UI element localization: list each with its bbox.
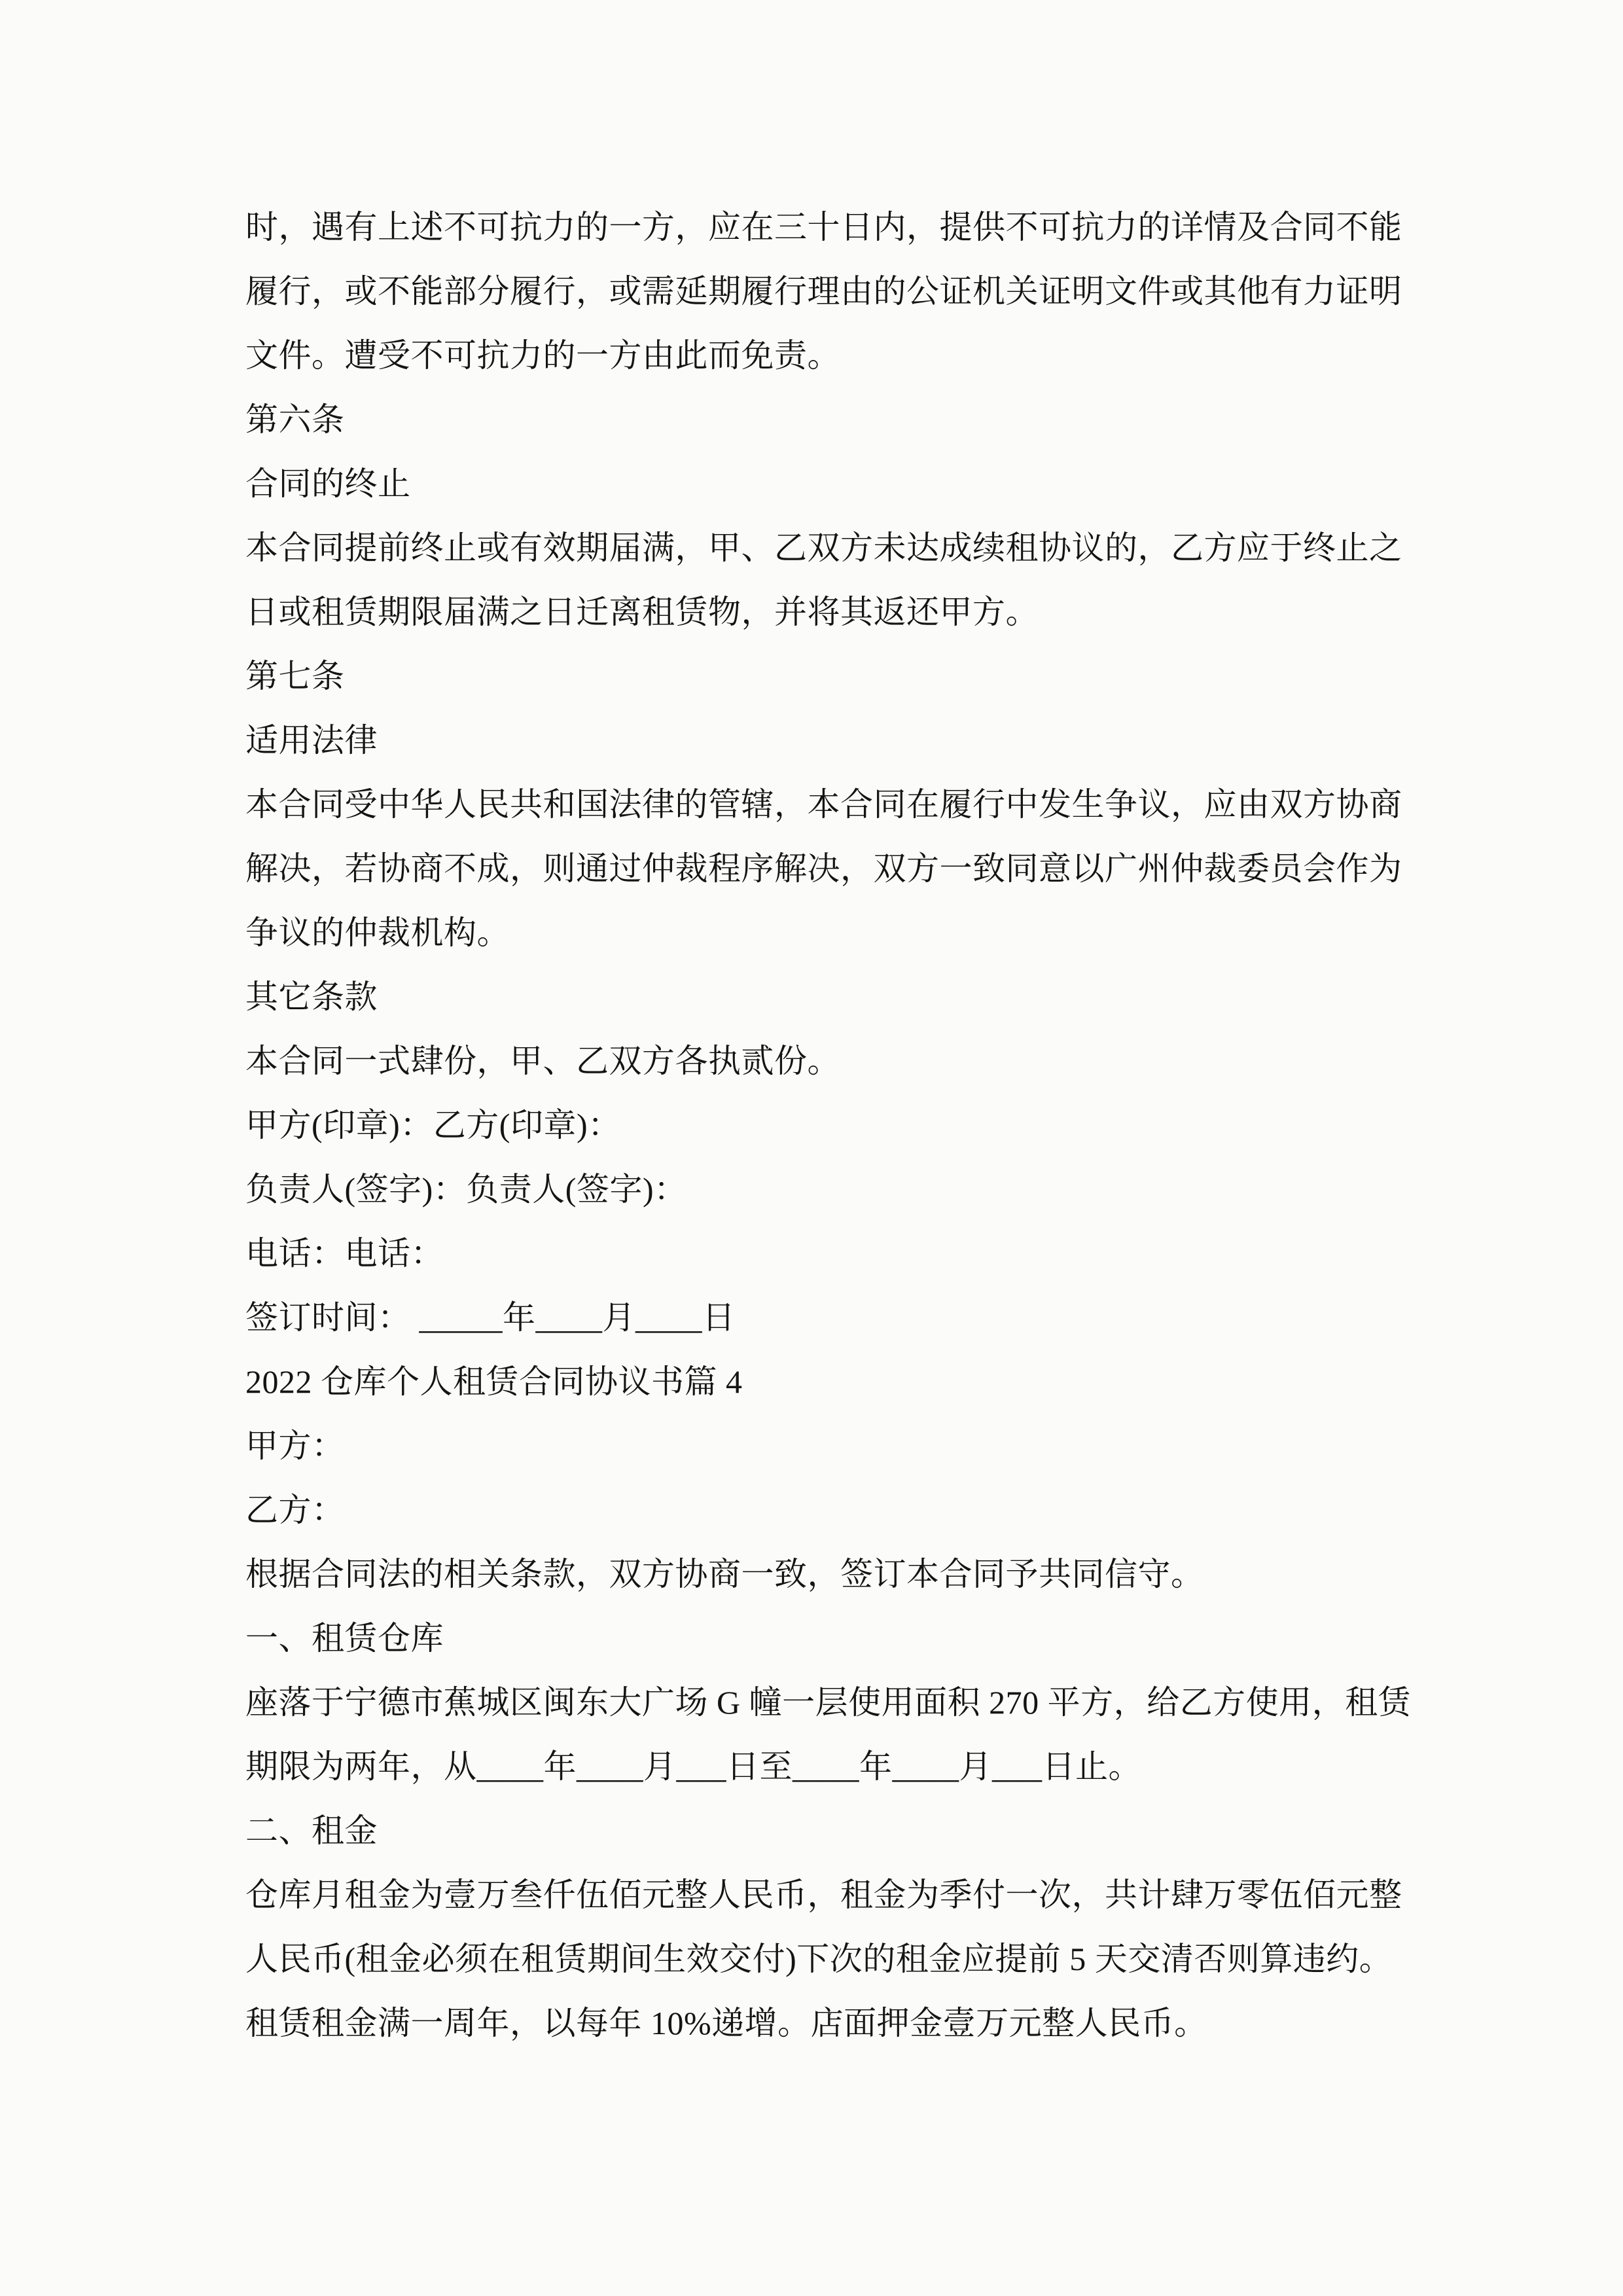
- document-line: 第六条: [245, 401, 345, 438]
- document-line: 文件。遭受不可抗力的一方由此而免责。: [245, 337, 840, 374]
- document-line: 第七条: [245, 658, 345, 694]
- document-line: 仓库月租金为壹万叁仟伍佰元整人民币，租金为季付一次，共计肆万零伍佰元整: [245, 1876, 1402, 1913]
- document-line: 电话：电话：: [245, 1235, 444, 1272]
- document-line: 合同的终止: [245, 465, 411, 502]
- document-line: 适用法律: [245, 722, 378, 759]
- document-line: 履行，或不能部分履行，或需延期履行理由的公证机关证明文件或其他有力证明: [245, 273, 1402, 310]
- document-line: 期限为两年，从____年____月___日至____年____月___日止。: [245, 1748, 1141, 1785]
- document-line: 本合同受中华人民共和国法律的管辖，本合同在履行中发生争议，应由双方协商: [245, 786, 1402, 823]
- document-line: 人民币(租金必须在租赁期间生效交付)下次的租金应提前 5 天交清否则算违约。: [245, 1941, 1393, 1977]
- document-line: 其它条款: [245, 978, 378, 1015]
- document-line: 甲方：: [245, 1427, 345, 1464]
- document-line: 一、租赁仓库: [245, 1620, 444, 1657]
- document-line: 负责人(签字)：负责人(签字)：: [245, 1171, 687, 1208]
- document-line: 2022 仓库个人租赁合同协议书篇 4: [245, 1363, 743, 1400]
- document-line: 时，遇有上述不可抗力的一方，应在三十日内，提供不可抗力的详情及合同不能: [245, 209, 1402, 245]
- contract-text: [245, 195, 1430, 2055]
- document-line: 日或租赁期限届满之日迁离租赁物，并将其返还甲方。: [245, 594, 1039, 630]
- document-line: 签订时间： _____年____月____日: [245, 1299, 736, 1336]
- document-line: 租赁租金满一周年，以每年 10%递增。店面押金壹万元整人民币。: [245, 2005, 1207, 2041]
- document-line: 解决，若协商不成，则通过仲裁程序解决，双方一致同意以广州仲裁委员会作为: [245, 850, 1402, 887]
- document-line: 乙方：: [245, 1492, 345, 1528]
- document-line: 本合同一式肆份，甲、乙双方各执贰份。: [245, 1043, 840, 1079]
- document-line: 根据合同法的相关条款，双方协商一致，签订本合同予共同信守。: [245, 1556, 1204, 1592]
- document-line: 甲方(印章)：乙方(印章)：: [245, 1107, 621, 1143]
- document-line: 座落于宁德市蕉城区闽东大广场 G 幢一层使用面积 270 平方，给乙方使用，租赁: [245, 1684, 1412, 1721]
- document-line: 本合同提前终止或有效期届满，甲、乙双方未达成续租协议的，乙方应于终止之: [245, 529, 1402, 566]
- document-line: 二、租金: [245, 1812, 378, 1849]
- document-line: 争议的仲裁机构。: [245, 914, 510, 951]
